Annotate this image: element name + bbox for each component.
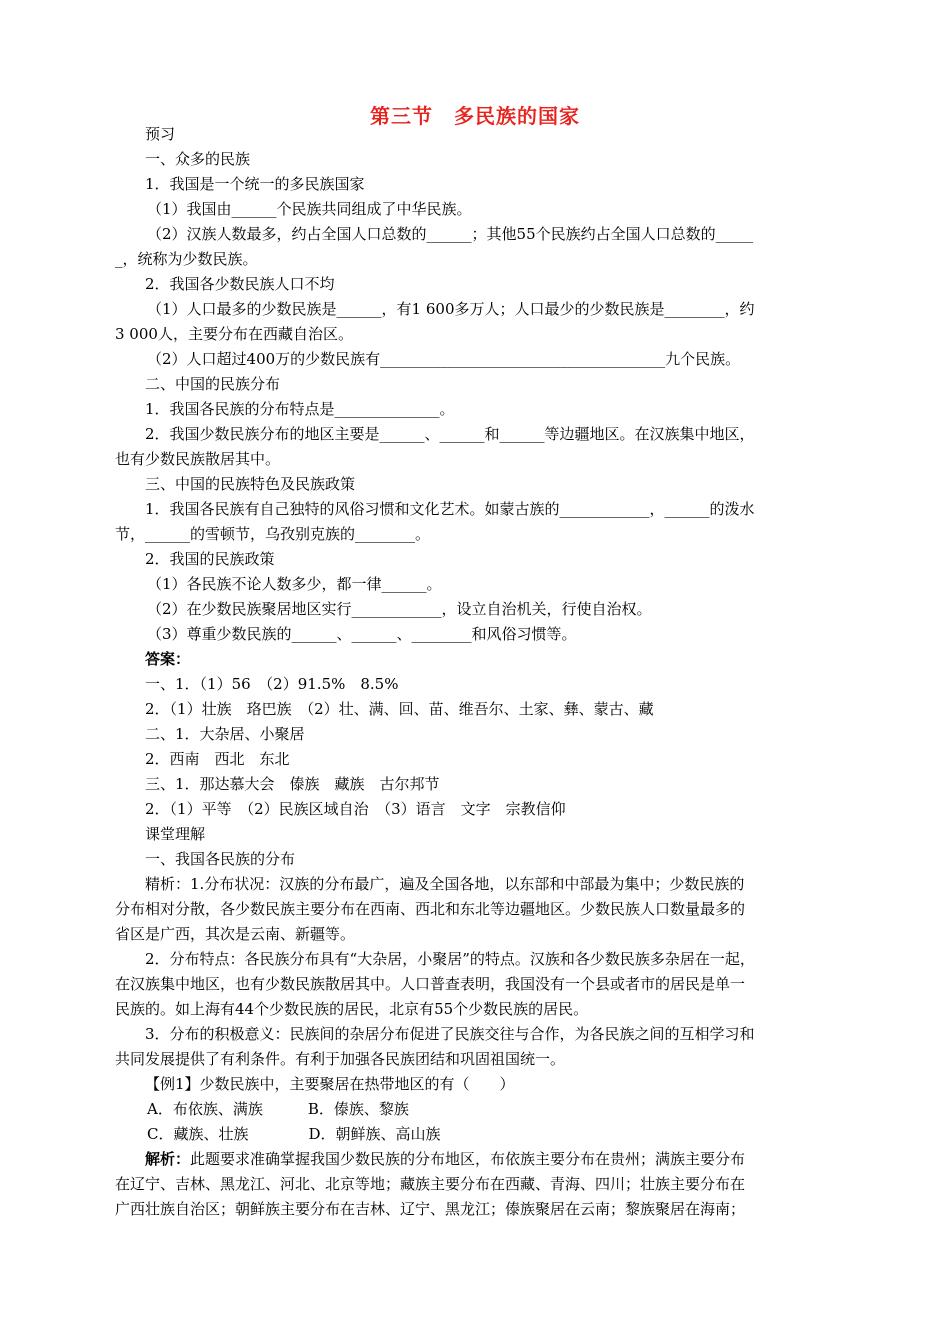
text-line: 1．我国是一个统一的多民族国家 [145,175,365,193]
question-line: （1）我国由______个民族共同组成了中华民族。 [147,200,472,218]
question-line: （1）各民族不论人数多少，都一律______。 [147,575,442,593]
section-heading: 二、中国的民族分布 [145,375,281,393]
question-line-continued: 也有少数民族散居其中。 [115,450,281,468]
answer-heading: 答案： [145,650,191,668]
answer-line: 2．西南 西北 东北 [145,750,290,768]
section-heading: 一、我国各民族的分布 [145,850,296,868]
answer-line: 2．（1）壮族 珞巴族 （2）壮、满、回、苗、维吾尔、土家、彝、蒙古、藏 [145,700,654,718]
answer-line: 三、1．那达慕大会 傣族 藏族 古尔邦节 [145,775,440,793]
analysis-line-continued: 在汉族集中地区，也有少数民族散居其中。人口普查表明，我国没有一个县或者市的居民是单一 [115,975,746,993]
analysis-line: 精析：1.分布状况：汉族的分布最广，遍及全国各地，以东部和中部最为集中；少数民族的 [145,875,745,893]
option-line: C．藏族、壮族 D．朝鲜族、高山族 [147,1125,441,1143]
analysis-line-continued: 省区是广西，其次是云南、新疆等。 [115,925,356,943]
question-line: 1．我国各民族有自己独特的风俗习惯和文化艺术。如蒙古族的____________，______的泼水 [145,500,755,518]
question-line: （3）尊重少数民族的______、______、________和风俗习惯等。 [147,625,577,643]
text-line: 2．我国的民族政策 [145,550,275,568]
solution-line-continued: 在辽宁、吉林、黑龙江、河北、北京等地；藏族主要分布在西藏、青海、四川；壮族主要分布在 [115,1175,746,1193]
section-heading-class: 课堂理解 [145,825,206,843]
analysis-line-continued: 分布相对分散，各少数民族主要分布在西南、西北和东北等边疆地区。少数民族人口数量最多的 [115,900,746,918]
section-heading-preview: 预习 [145,125,176,143]
example-question: 【例1】少数民族中，主要聚居在热带地区的有（ ） [145,1075,515,1093]
solution-label: 解析： [145,1150,191,1168]
section-heading: 一、众多的民族 [145,150,251,168]
option-line: A．布依族、满族 B．傣族、黎族 [147,1100,409,1118]
section-heading: 三、中国的民族特色及民族政策 [145,475,356,493]
answer-line: 2．（1）平等 （2）民族区域自治 （3）语言 文字 宗教信仰 [145,800,566,818]
question-line-continued: _，统称为少数民族。 [115,250,258,268]
question-line: （2）在少数民族聚居地区实行____________，设立自治机关，行使自治权。 [147,600,652,618]
analysis-line: 2．分布特点：各民族分布具有“大杂居，小聚居”的特点。汉族和各少数民族多杂居在一起， [145,950,755,968]
solution-line: 解析：此题要求准确掌握我国少数民族的分布地区，布依族主要分布在贵州；满族主要分布 [145,1150,746,1168]
page-title: 第三节 多民族的国家 [370,104,580,128]
question-line-continued: 节，______的雪顿节，乌孜别克族的________。 [115,525,431,543]
answer-line: 二、1．大杂居、小聚居 [145,725,305,743]
analysis-line: 3．分布的积极意义：民族间的杂居分布促进了民族交往与合作，为各民族之间的互相学习和 [145,1025,755,1043]
question-line: （2）汉族人数最多，约占全国人口总数的______；其他55个民族约占全国人口总数的_____ [147,225,754,243]
question-line: 1．我国各民族的分布特点是______________。 [145,400,455,418]
question-line: （2）人口超过400万的少数民族有______________________________________九个民族。 [147,350,741,368]
answer-line: 一、1．（1）56 （2）91.5% 8.5% [145,675,399,693]
analysis-line-continued: 民族的。如上海有44个少数民族的居民，北京有55个少数民族的居民。 [115,1000,589,1018]
text-line: 2．我国各少数民族人口不均 [145,275,335,293]
document-body [115,122,840,1222]
question-line-continued: 3 000人，主要分布在西藏自治区。 [115,325,353,343]
analysis-line-continued: 共同发展提供了有利条件。有利于加强各民族团结和巩固祖国统一。 [115,1050,566,1068]
question-line: 2．我国少数民族分布的地区主要是______、______和______等边疆地区。在汉族集中地区， [145,425,755,443]
question-line: （1）人口最多的少数民族是______，有1 600多万人；人口最少的少数民族是________，约 [147,300,755,318]
solution-line-continued: 广西壮族自治区；朝鲜族主要分布在吉林、辽宁、黑龙江；傣族聚居在云南；黎族聚居在海南； [115,1200,746,1218]
